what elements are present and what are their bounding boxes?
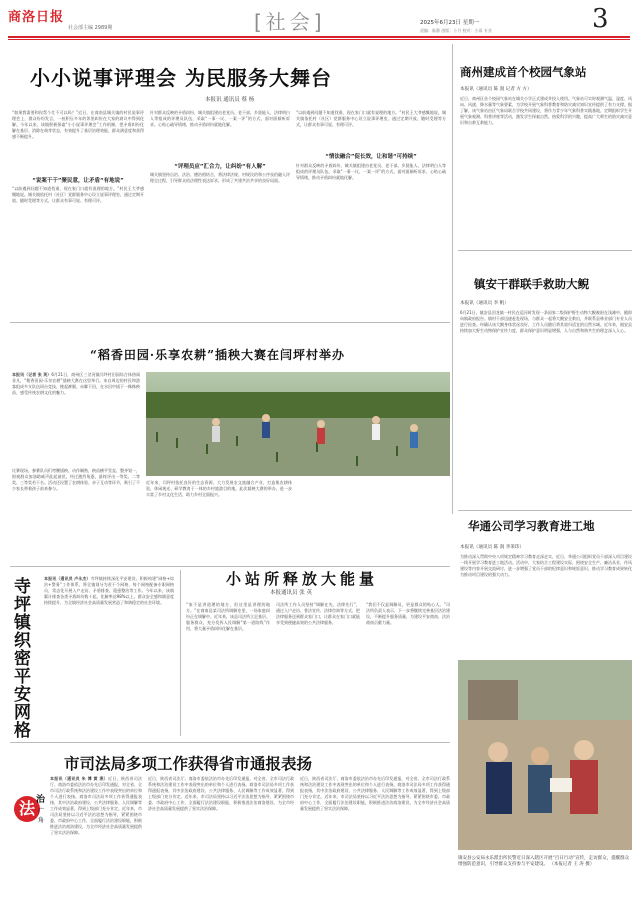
rice-planting-photo	[146, 372, 450, 476]
article-body: 本报讯（记者 张 英）6月21日，商州区三岔河镇闫坪村田园综合体热闹非凡，“稻香田园·乐享农耕”插秧大赛在这里举行。来自周边的村民和游客组成多支队伍同台竞技，挽起裤腿、赤脚下田，在水田中插下一株株秧苗，感受传统农耕文化的魅力。	[12, 372, 140, 395]
article-divider	[10, 322, 450, 323]
article-body: “家不是讲道理的地方，但这里是讲理的地方。”在商南县某司法所调解室里，一场家庭纠纷正在调解中。近年来，该县司法所立足基层、服务群众，充分发挥人民调解“第一道防线”作用，将大量矛盾纠纷化解在基层。	[186, 602, 270, 631]
column-divider	[180, 570, 181, 736]
section-title: [社会]	[254, 10, 326, 34]
article-body: 近日，陕西省司法厅、商洛市委依法治市办先后印发通报，对全省、全市司法行政系统和法治建设工作中表现突出的单位和个人进行表扬。商洛市司法局多项工作获得通报表扬，其中法治政府建设、公共法律服务、人民调解等工作成效显著，得到上级部门充分肯定。近年来，市司法局坚持以习近平法治思想为指导，紧紧围绕市委、市政府中心工作，全面履行法治建设职能，积极推进法治商洛建设，为全市经济社会高质量发展提供了坚实法治保障。	[300, 776, 450, 811]
headline-char: 格	[14, 721, 31, 741]
headline-char: 网	[14, 703, 31, 723]
page-number: 3	[592, 4, 609, 34]
article-headline: 小小说事评理会 为民服务大舞台	[30, 66, 332, 90]
article-byline: 本报讯（通讯员 李 帆）	[460, 301, 509, 306]
headline-char: 寺	[14, 577, 31, 597]
article-body: 本报讯（通讯员 朱 博 黄 燕）近日，陕西省司法厅、商洛市委依法治市办先后印发通报，对全省、全市司法行政系统和法治建设工作中表现突出的单位和个人进行表扬。商洛市司法局多项工作获得通报表扬，其中法治政府建设、公共法律服务、人民调解等工作成效显著，得到上级部门充分肯定。近年来，市司法局坚持以习近平法治思想为指导，紧紧围绕市委、市政府中心工作，全面履行法治建设职能，积极推进法治商洛建设，为全市经济社会高质量发展提供了坚实法治保障。	[50, 776, 142, 835]
article-headline: 镇安干群联手救助大鲵	[474, 277, 589, 291]
issue-info: 社会部主编 2989期	[68, 25, 113, 31]
article-body: 近日，商州区首个校园气象站在城关小学正式建成并投入使用。气象站可实时观测气温、湿度、风向、风速、降水量等气象要素，为学校开展气象科普教育和防灾减灾知识宣传提供了有力支撑。据了解，该气象站由区气象局联合学校共同建设，将作为青少年气象科普实践基地，定期组织学生开展气象观测、科普讲座等活动，激发学生探索自然、热爱科学的兴趣，提高广大师生的防灾减灾意识和自救互救能力。	[460, 96, 632, 125]
law-badge-icon: 法	[14, 796, 40, 822]
headline-char: 镇	[14, 613, 31, 633]
article-headline: 商州建成首个校园气象站	[460, 65, 587, 79]
article-subhead: “情法融合”促长效，让和谐“可持续”	[325, 154, 417, 160]
article-body: 近日，陕西省司法厅、商洛市委依法治市办先后印发通报，对全省、全市司法行政系统和法治建设工作中表现突出的单位和个人进行表扬。商洛市司法局多项工作获得通报表扬，其中法治政府建设、公共法律服务、人民调解等工作成效显著，得到上级部门充分肯定。近年来，市司法局坚持以习近平法治思想为指导，紧紧围绕市委、市政府中心工作，全面履行法治建设职能，积极推进法治商洛建设，为全市经济社会高质量发展提供了坚实法治保障。	[148, 776, 294, 811]
article-body: 比赛现场，参赛队员们弯腰插秧、动作娴熟，秧苗横平竖直、整齐划一，围观群众加油助威声此起彼伏。经过激烈角逐，最终评出一等奖、二等奖、三等奖若干名。活动还设置了农耕体验、亲子互动等环节，吸引了不少家长带着孩子前来参与。	[12, 468, 140, 491]
article-body: 6月21日，镇安县回龙镇一村民在巡河时发现一条国家二级保护野生动物大鲵被困在浅滩中，随即向镇政府报告。镇村干部迅速赶赴现场，与群众一起将大鲵安全救出，并联系县林业部门专业人员进行检查。经确认该大鲵身体状况良好，工作人员随后将其放归适宜的自然水域。近年来，镇安县持续加大野生动物保护宣传力度，群众保护意识明显增强，人与自然和谐共生的理念深入人心。	[460, 310, 632, 333]
article-headline: “稻香田园·乐享农耕”插秧大赛在闫坪村举办	[90, 348, 345, 362]
newspaper-logo: 商洛日报	[8, 10, 65, 25]
masthead-rule-thin	[8, 39, 630, 40]
article-body: 针对群众反映的矛盾纠纷，城关镇组建由老党员、老干部、乡贤能人、法律明白人等组成的评理员队伍，采取“一事一议、一案一评”的方式，面对面倾听诉求、心贴心疏导情绪，推动矛盾纠纷就地化解。	[150, 110, 290, 127]
police-outreach-photo-image	[458, 660, 632, 850]
vertical-headline	[14, 578, 36, 740]
badge-text-top: 治	[36, 795, 46, 805]
headline-char: 坪	[14, 595, 31, 615]
article-body: “我们不仅是调解员，更是群众的贴心人。”司法所负责人表示，下一步将继续完善基层法治建设，不断提升服务质量，为建设平安商南、法治商南贡献力量。	[366, 602, 450, 625]
article-headline: 小站所释放大能量	[226, 570, 379, 588]
police-outreach-photo	[458, 660, 632, 850]
headline-char: 安	[14, 685, 31, 705]
column-divider	[452, 44, 453, 514]
article-body: “以前遇到问题不知道找谁，现在家门口就有说理的地方。”村民王大爷感慨地说。城关镇依托村（社区）党群服务中心设立说事评理室，通过定期开放、随时受理等方式，让群众有事可说、有理可评。	[12, 186, 144, 203]
article-subhead: “评理员应”汇合力，让纠纷“有人解”	[174, 164, 266, 170]
article-subhead: “说案干干”聚民意，让矛盾“有地说”	[32, 178, 124, 184]
editor-line: 责编：陈静 创版：卜月 校对：小雨 专业	[420, 28, 492, 33]
article-byline: 本报通讯员 张 英	[270, 590, 312, 596]
article-headline: 华通公司学习教育进工地	[468, 519, 595, 533]
article-body: 司法所工作人员坚持“调解在先、法律先行”，通过入户走访、普法宣传、法律咨询等方式，把法律服务送到群众家门口，让群众在家门口就能享受到便捷高效的公共法律服务。	[276, 602, 360, 625]
article-body: 为推动深入贯彻中央八项规定精神学习教育走深走实，近日，华通公司组织党员干部深入项目建设一线开展学习教育进工地活动。活动中，大家结合工程建设实际，围绕安全生产、廉洁从业、作风建设等内容开展交流研讨，进一步增强了党员干部的纪律意识和规矩意识，推动学习教育成果转化为推动项目建设的强大动力。	[460, 554, 632, 577]
article-divider	[458, 510, 632, 511]
article-divider	[10, 742, 450, 743]
article-body: 本报讯（通讯员 卢永杰）寺坪镇持续深化平安建设，积极构建“网格+综治+警务”工作体系，将全镇划分为若干个网格，每个网格配备专职网格员，常态化开展入户走访、矛盾排查、隐患整治等工作。今年以来，该镇累计排查各类矛盾纠纷数十起，化解率达98%以上，群众安全感和满意度持续提升，为全镇经济社会高质量发展营造了和谐稳定的社会环境。	[44, 576, 174, 605]
photo-caption	[458, 856, 632, 906]
article-byline: 本报讯（记者 张 英）	[12, 372, 52, 377]
masthead-rule	[8, 36, 630, 38]
article-body: “如果我需要和你帮个忙不可以吗？”近日，在商南县城关镇的村民说事评理会上，群众纷纷发言，一桩积压多年的邻里纠纷在大家的商议中得到化解。今年以来，该镇积极探索“小小说事评理会”工作机制，把矛盾纠纷化解在基层、消除在萌芽状态，有效提升了基层治理效能，群众满意度和获得感不断提升。	[12, 110, 144, 139]
article-byline: 本报讯（通讯员 陈 润 李莱玮）	[460, 545, 525, 550]
article-byline: 本报讯（通讯员 陈 润 记者 方 方）	[460, 87, 532, 92]
article-byline: 本报讯（通讯员 卢永杰）	[44, 576, 91, 581]
article-body: 针对群众反映的矛盾纠纷，城关镇组建由老党员、老干部、乡贤能人、法律明白人等组成的评理员队伍，采取“一事一议、一案一评”的方式，面对面倾听诉求、心贴心疏导情绪，推动矛盾纠纷就地化解。	[296, 163, 446, 180]
article-byline: 本报讯 通讯员 蔡 杨	[205, 97, 255, 103]
article-divider	[458, 250, 632, 251]
badge-text-bottom: 广角	[38, 808, 45, 824]
headline-char: 平	[14, 667, 31, 687]
photo-caption-text: 镇安县公安局永乐派出所民警近日深入辖区开展“百日行动”宣传，走访群众，提醒群众增强防范意识，引导群众支持参与平安建设。	[458, 856, 630, 867]
article-divider	[10, 566, 450, 567]
rice-planting-photo-image	[146, 372, 450, 476]
date-line: 2025年6月23日 星期一	[420, 20, 480, 26]
headline-char: 织	[14, 631, 31, 651]
article-body: 近年来，闫坪村依托良好的生态资源，大力发展农文旅融合产业，打造集农耕体验、休闲观光、研学教育于一体的乡村旅游目的地。此次插秧大赛的举办，进一步丰富了乡村文化生活，助力乡村全面振兴。	[146, 480, 292, 497]
article-byline: 本报讯（通讯员 朱 博 黄 燕）	[50, 776, 109, 781]
headline-char: 密	[14, 649, 31, 669]
article-body: “以前遇到问题不知道找谁，现在家门口就有说理的地方。”村民王大爷感慨地说。城关镇依托村（社区）党群服务中心设立说事评理室，通过定期开放、随时受理等方式，让群众有事可说、有理可评。	[296, 110, 446, 127]
fazhi-guangjiao-badge	[12, 792, 48, 836]
article-headline: 市司法局多项工作获得省市通报表扬	[64, 755, 313, 773]
photo-credit: （本报记者 王 涛 摄）	[549, 862, 595, 867]
article-body: 城关镇坚持自治、法治、德治相结合，将法律法规、村规民约和公序良俗融入评理全过程，引导群众依法理性表达诉求，形成了共建共治共享的良好局面。	[150, 172, 290, 183]
